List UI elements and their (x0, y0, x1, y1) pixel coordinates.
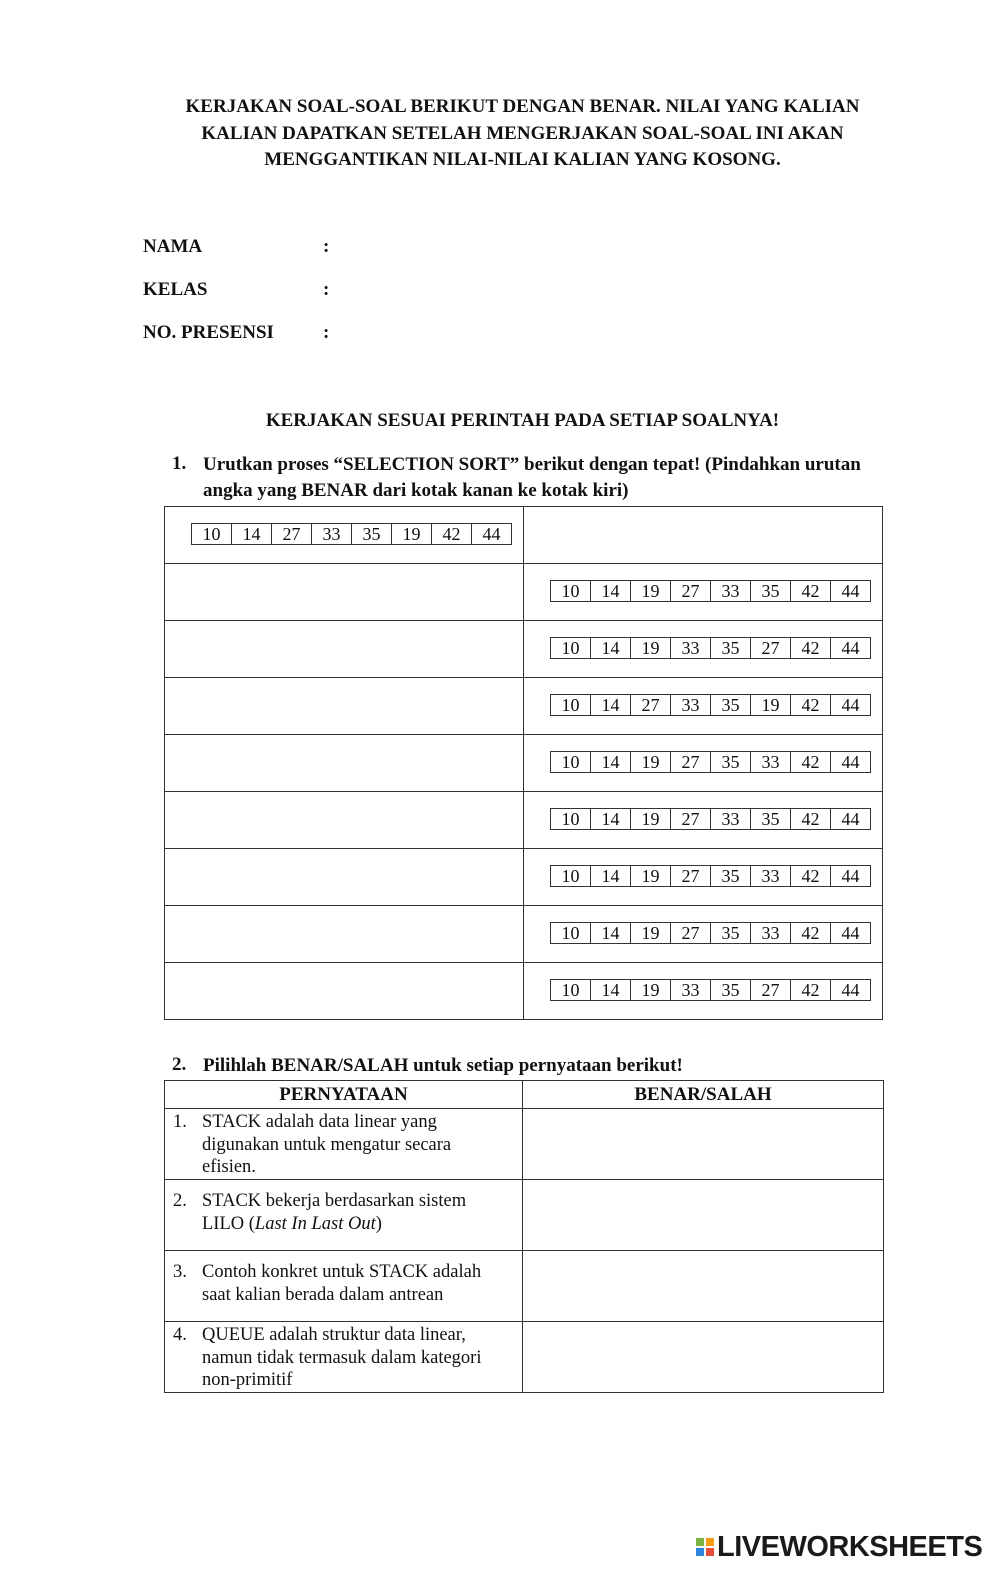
number-cell: 19 (631, 637, 671, 659)
number-cell: 14 (232, 523, 272, 545)
number-cell: 42 (791, 751, 831, 773)
statement-fragment: ) (375, 1213, 382, 1234)
number-cell: 14 (591, 580, 631, 602)
number-cell: 14 (591, 979, 631, 1001)
draggable-sequence[interactable] (550, 580, 871, 602)
number-cell: 44 (831, 922, 871, 944)
statement-number: 3. (173, 1262, 187, 1282)
answer-drop-zone[interactable] (165, 963, 524, 1020)
number-cell: 44 (831, 979, 871, 1001)
number-cell: 33 (312, 523, 352, 545)
logo-square-red (706, 1548, 714, 1556)
number-cell: 10 (551, 979, 591, 1001)
logo-icon (696, 1538, 714, 1556)
draggable-sequence[interactable] (550, 979, 871, 1001)
number-cell: 27 (671, 865, 711, 887)
number-cell: 19 (631, 865, 671, 887)
instructions-line: KALIAN DAPATKAN SETELAH MENGERJAKAN SOAL-SOAL INI AKAN (201, 122, 844, 144)
statement-line: namun tidak termasuk dalam kategori (202, 1347, 482, 1368)
number-cell: 42 (791, 922, 831, 944)
question-2-number: 2. (172, 1054, 187, 1075)
name-colon: : (323, 236, 330, 257)
number-cell: 10 (551, 580, 591, 602)
statement-line: digunakan untuk mengatur secara (202, 1134, 452, 1155)
logo-square-orange (706, 1538, 714, 1546)
number-cell: 27 (751, 637, 791, 659)
number-cell: 27 (272, 523, 312, 545)
number-cell: 35 (711, 637, 751, 659)
answer-input-cell[interactable] (523, 1180, 884, 1251)
question-1-prompt (203, 452, 913, 504)
number-cell: 42 (432, 523, 472, 545)
number-cell: 19 (631, 751, 671, 773)
number-cell: 44 (831, 808, 871, 830)
draggable-sequence[interactable] (550, 922, 871, 944)
number-cell: 14 (591, 808, 631, 830)
number-cell: 19 (631, 808, 671, 830)
answer-drop-zone[interactable] (165, 792, 524, 849)
statement-text (202, 1190, 514, 1235)
instructions-line: KERJAKAN SOAL-SOAL BERIKUT DENGAN BENAR. NILAI YANG KALIAN (185, 96, 860, 117)
number-cell: 44 (831, 865, 871, 887)
draggable-sequence[interactable] (550, 694, 871, 716)
number-cell: 19 (392, 523, 432, 545)
statement-line: Contoh konkret untuk STACK adalah (202, 1262, 482, 1282)
number-cell: 35 (751, 580, 791, 602)
number-cell: 10 (551, 751, 591, 773)
statement-cell (165, 1180, 523, 1251)
number-cell: 42 (791, 865, 831, 887)
number-cell: 44 (831, 694, 871, 716)
answer-slot-initial (165, 507, 524, 564)
option-slot (524, 678, 883, 735)
statement-cell (165, 1322, 523, 1393)
statement-line: STACK adalah data linear yang (202, 1112, 437, 1132)
number-cell: 27 (671, 808, 711, 830)
logo-square-blue (696, 1548, 704, 1556)
question-2-prompt: Pilihlah BENAR/SALAH untuk setiap pernyataan berikut! (203, 1055, 683, 1076)
statement-cell (165, 1251, 523, 1322)
answer-input-cell[interactable] (523, 1109, 884, 1180)
instructions-line: MENGGANTIKAN NILAI-NILAI KALIAN YANG KOSONG. (264, 149, 781, 170)
number-cell: 27 (671, 922, 711, 944)
statement (165, 1322, 522, 1392)
number-cell: 42 (791, 979, 831, 1001)
number-cell: 33 (711, 580, 751, 602)
statement-line: saat kalian berada dalam antrean (202, 1284, 444, 1305)
number-cell: 10 (551, 808, 591, 830)
statement-line (202, 1213, 514, 1236)
true-false-table (164, 1080, 884, 1393)
answer-drop-zone[interactable] (165, 906, 524, 963)
question-1-number: 1. (172, 453, 187, 474)
number-cell: 14 (591, 694, 631, 716)
number-cell: 44 (472, 523, 512, 545)
statement-text (202, 1324, 514, 1392)
number-cell: 33 (751, 865, 791, 887)
sorting-table (164, 506, 883, 1020)
answer-column-header: BENAR/SALAH (523, 1081, 884, 1109)
question-1-line: Urutkan proses “SELECTION SORT” berikut dengan tepat! (Pindahkan urutan (203, 454, 861, 475)
attendance-number-colon: : (323, 322, 330, 343)
statement-text (202, 1111, 514, 1179)
section-heading: KERJAKAN SESUAI PERINTAH PADA SETIAP SOALNYA! (265, 410, 780, 431)
number-cell: 35 (711, 979, 751, 1001)
number-cell: 10 (551, 637, 591, 659)
answer-drop-zone[interactable] (165, 849, 524, 906)
number-cell: 35 (711, 922, 751, 944)
statement-column-header: PERNYATAAN (165, 1081, 523, 1109)
number-cell: 19 (631, 979, 671, 1001)
liveworksheets-logo (696, 1530, 982, 1564)
number-cell: 44 (831, 580, 871, 602)
statement-number: 1. (173, 1112, 187, 1132)
number-cell: 14 (591, 751, 631, 773)
draggable-sequence[interactable] (550, 808, 871, 830)
option-slot (524, 621, 883, 678)
number-cell: 33 (751, 751, 791, 773)
number-cell: 42 (791, 694, 831, 716)
number-cell: 33 (671, 979, 711, 1001)
statement-line: STACK bekerja berdasarkan sistem (202, 1191, 467, 1211)
option-slot (524, 906, 883, 963)
number-cell: 10 (551, 922, 591, 944)
instructions-heading (150, 94, 895, 174)
answer-drop-zone[interactable] (165, 678, 524, 735)
option-slot (524, 735, 883, 792)
logo-wordmark: LIVEWORKSHEETS (717, 1530, 983, 1563)
number-cell: 27 (631, 694, 671, 716)
question-1-line: angka yang BENAR dari kotak kanan ke kotak kiri) (203, 480, 629, 501)
option-slot-empty (524, 507, 883, 564)
answer-drop-zone[interactable] (165, 621, 524, 678)
option-slot (524, 849, 883, 906)
statement-fragment: LILO ( (202, 1213, 255, 1234)
number-cell: 35 (711, 694, 751, 716)
number-cell: 19 (631, 922, 671, 944)
statement-line: QUEUE adalah struktur data linear, (202, 1325, 466, 1345)
statement-number: 2. (173, 1191, 187, 1211)
answer-drop-zone[interactable] (165, 735, 524, 792)
number-cell: 42 (791, 637, 831, 659)
name-label: NAMA (143, 236, 203, 257)
statement-line: efisien. (202, 1157, 256, 1177)
number-cell: 35 (352, 523, 392, 545)
number-cell: 33 (671, 694, 711, 716)
answer-drop-zone[interactable] (165, 564, 524, 621)
number-cell: 44 (831, 637, 871, 659)
statement (165, 1180, 522, 1235)
number-cell: 42 (791, 808, 831, 830)
answer-input-cell[interactable] (523, 1322, 884, 1393)
number-cell: 42 (791, 580, 831, 602)
statement-cell (165, 1109, 523, 1180)
number-cell: 19 (751, 694, 791, 716)
draggable-sequence[interactable] (550, 637, 871, 659)
number-cell: 14 (591, 865, 631, 887)
number-cell: 35 (711, 865, 751, 887)
number-cell: 33 (751, 922, 791, 944)
statement (165, 1251, 522, 1306)
statement (165, 1109, 522, 1179)
number-cell: 44 (831, 751, 871, 773)
statement-italic: Last In Last Out (254, 1213, 376, 1234)
attendance-number-label: NO. PRESENSI (143, 322, 274, 343)
logo-square-green (696, 1538, 704, 1546)
statement-text (202, 1261, 514, 1306)
answer-input-cell[interactable] (523, 1251, 884, 1322)
number-cell: 14 (591, 922, 631, 944)
statement-number: 4. (173, 1325, 187, 1345)
number-cell: 35 (751, 808, 791, 830)
class-colon: : (323, 279, 330, 300)
number-cell: 19 (631, 580, 671, 602)
draggable-sequence[interactable] (550, 751, 871, 773)
option-slot (524, 564, 883, 621)
number-cell: 10 (551, 865, 591, 887)
number-cell: 10 (551, 694, 591, 716)
class-label: KELAS (143, 279, 208, 300)
number-cell: 27 (751, 979, 791, 1001)
statement-line: non-primitif (202, 1370, 293, 1390)
number-cell: 33 (671, 637, 711, 659)
option-slot (524, 792, 883, 849)
number-cell: 14 (591, 637, 631, 659)
initial-sequence (191, 523, 512, 545)
number-cell: 35 (711, 751, 751, 773)
number-cell: 27 (671, 751, 711, 773)
number-cell: 27 (671, 580, 711, 602)
number-cell: 10 (192, 523, 232, 545)
number-cell: 33 (711, 808, 751, 830)
option-slot (524, 963, 883, 1020)
draggable-sequence[interactable] (550, 865, 871, 887)
